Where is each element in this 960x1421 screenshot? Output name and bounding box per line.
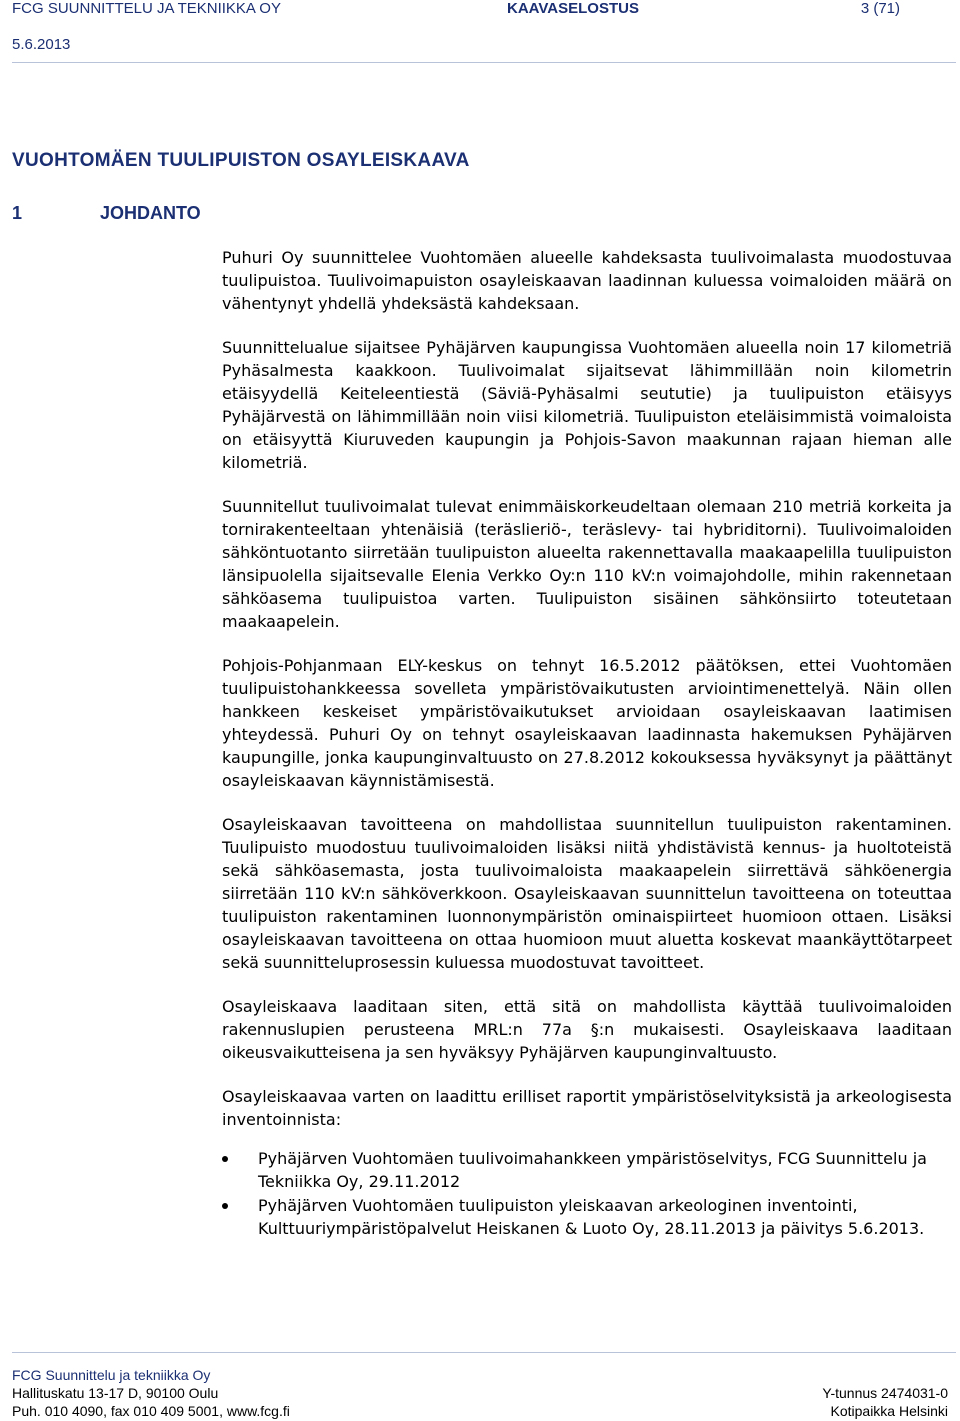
paragraph: Osayleiskaavan tavoitteena on mahdollistaa suunnitellun tuulipuiston rakentaminen. Tuulipuisto muodostuu tuulivoimaloiden lisäksi niitä yhdistävistä kennus- ja huoltoteistä sekä sähköasemasta, josta tuulivoimaloista maakaapelein siirrettävä sähköenergia siirretään 110 kV:n sähköverkkoon. Osayleiskaavan suunnittelun tavoitteena on toteuttaa tuulipuiston rakentaminen luonnonympäristön ominaispiirteet huomioon ottaen. Lisäksi osayleiskaavan tavoitteena on ottaa huomioon muut aluetta koskevat maankäyttötarpeet sekä suunnitteluprosessin kuluessa muodostuvat tavoitteet. [222,815,952,972]
list-item-text: Pyhäjärven Vuohtomäen tuulivoimahankkeen ympäristöselvitys, FCG Suunnittelu ja Tekniikka Oy, 29.11.2012 [258,1149,927,1191]
report-list [222,1147,952,1240]
header-divider [12,62,956,63]
list-item [222,1194,952,1240]
footer-address: Hallituskatu 13-17 D, 90100 Oulu [12,1385,219,1401]
list-item-text: Pyhäjärven Vuohtomäen tuulipuiston yleiskaavan arkeologinen inventointi, Kulttuuriympäristöpalvelut Heiskanen & Luoto Oy, 28.11.2013 ja päivitys 5.6.2013. [258,1196,925,1238]
section-number: 1 [12,203,23,223]
header-page-number: 3 (71) [860,0,900,17]
header-document-type: KAAVASELOSTUS [507,0,639,17]
bullet-icon [222,1156,228,1162]
footer-divider [12,1352,956,1353]
footer-domicile: Kotipaikka Helsinki [830,1403,948,1419]
footer-contact: Puh. 010 4090, fax 010 409 5001, www.fcg.fi [12,1403,290,1419]
paragraph: Puhuri Oy suunnittelee Vuohtomäen alueelle kahdeksasta tuulivoimalasta muodostuvaa tuulipuistoa. Tuulivoimapuiston osayleiskaavan laadinnan kuluessa voimaloiden määrä on vähentynyt yhdellä yhdeksästä kahdeksaan. [222,248,952,313]
footer-business-id: Y-tunnus 2474031-0 [822,1385,948,1401]
paragraph: Suunnittelualue sijaitsee Pyhäjärven kaupungissa Vuohtomäen alueella noin 17 kilometriä Pyhäsalmesta kaakkoon. Tuulivoimalat sijaitsevat lähimmillään noin kilometrin etäisyydellä Keiteleentiestä (Säviä-Pyhäsalmi seututie) ja tuulipuiston etäisyys Pyhäjärvestä on lähimmillään noin viisi kilometriä. Tuulipuiston eteläisimmistä voimaloista on etäisyyttä Kiuruveden kaupungin ja Pohjois-Savon maakunnan rajaan hieman alle kilometriä. [222,338,952,472]
section-title: JOHDANTO [100,203,201,223]
paragraph: Suunnitellut tuulivoimalat tulevat enimmäiskorkeudeltaan olemaan 210 metriä korkeita ja tornirakenteeltaan yhtenäisiä (teräslieriö-, teräslevy- tai hybriditorni). Tuulivoimaloiden sähköntuotanto siirretään tuulipuiston alueelta rakennettavalla maakaapelilla tuulipuiston länsipuolella sijaitsevalle Elenia Verkko Oy:n 110 kV:n voimajohdolle, mihin rakennetaan sähköasema tuulipuistoa varten. Tuulipuiston sisäinen sähkönsiirto toteutetaan maakaapelein. [222,497,952,631]
header-company: FCG SUUNNITTELU JA TEKNIIKKA OY [12,0,281,17]
page-header [12,0,948,60]
paragraph: Osayleiskaava laaditaan siten, että sitä on mahdollista käyttää tuulivoimaloiden rakennuslupien perusteena MRL:n 77a §:n mukaisesti. Osayleiskaava laaditaan oikeusvaikutteisena ja sen hyväksyy Pyhäjärven kaupunginvaltuusto. [222,997,952,1062]
bullet-icon [222,1203,228,1209]
section-heading [12,203,201,224]
body-content [222,246,952,1241]
paragraph: Osayleiskaavaa varten on laadittu erilliset raportit ympäristöselvityksistä ja arkeologisesta inventoinnista: [222,1087,952,1129]
list-item [222,1147,952,1193]
document-title: VUOHTOMÄEN TUULIPUISTON OSAYLEISKAAVA [12,150,470,171]
header-date: 5.6.2013 [12,36,71,53]
footer-company: FCG Suunnittelu ja tekniikka Oy [12,1367,211,1383]
paragraph: Pohjois-Pohjanmaan ELY-keskus on tehnyt 16.5.2012 päätöksen, ettei Vuohtomäen tuulipuistohankkeessa sovelleta ympäristövaikutusten arviointimenettelyä. Näin ollen hankkeen keskeiset ympäristövaikutukset arvioidaan osayleiskaavan laatimisen yhteydessä. Puhuri Oy on tehnyt osayleiskaavan laadinnasta hakemuksen Pyhäjärven kaupungille, jonka kaupunginvaltuusto on 27.8.2012 kokouksessa hyväksynyt ja päättänyt osayleiskaavan käynnistämisestä. [222,656,952,790]
